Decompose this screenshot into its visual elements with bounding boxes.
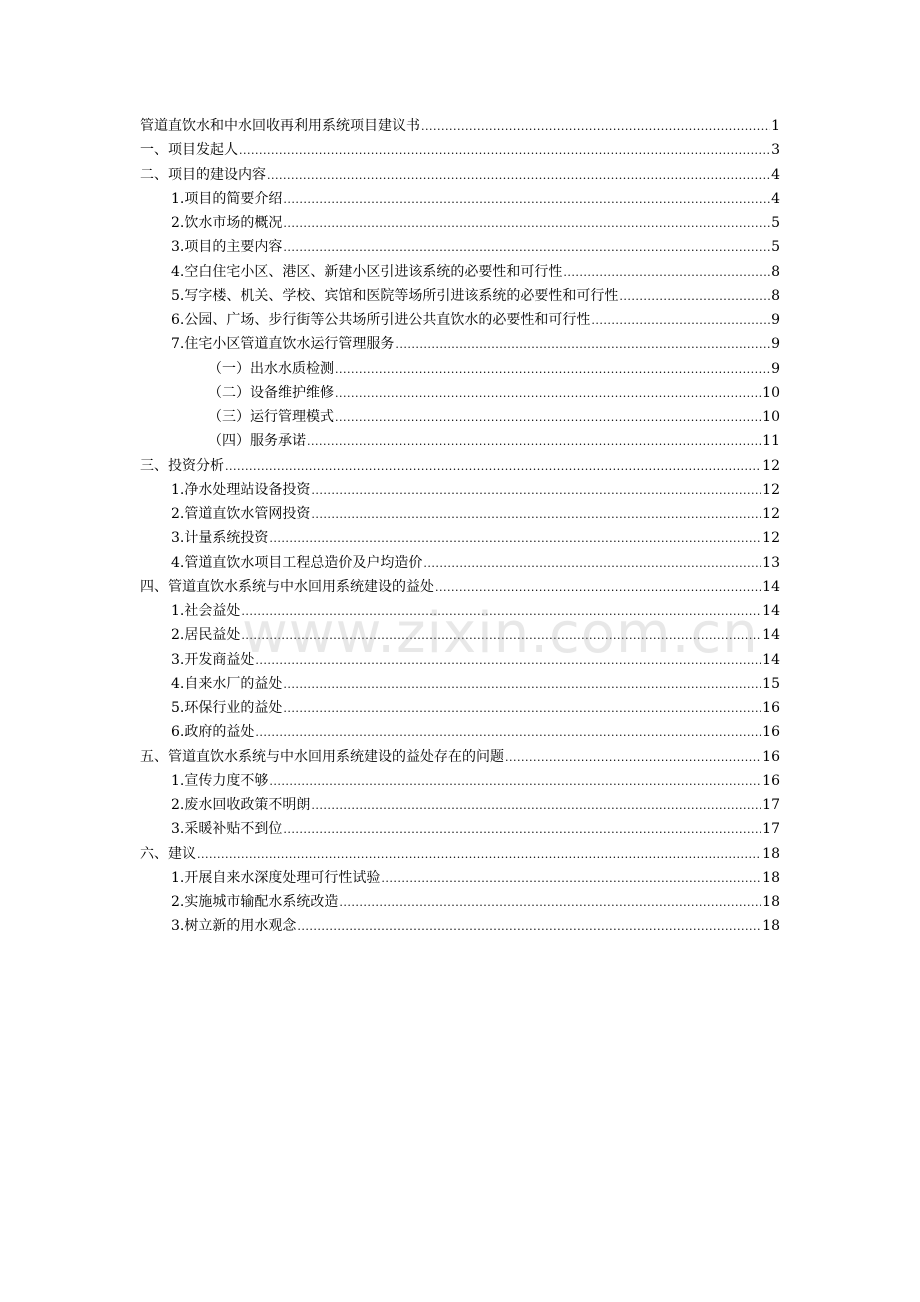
toc-dot-leader <box>283 673 761 697</box>
toc-dot-leader <box>255 721 761 745</box>
toc-entry-page-number: 18 <box>762 869 780 886</box>
toc-entry-title: 六、建议 <box>140 845 196 862</box>
toc-entry[interactable] <box>140 623 780 647</box>
toc-entry-page-number: 16 <box>762 724 780 741</box>
toc-entry-title: 6.政府的益处 <box>171 724 255 741</box>
toc-entry-page-number: 4 <box>771 166 780 183</box>
toc-entry-title: 4.空白住宅小区、港区、新建小区引进该系统的必要性和可行性 <box>171 263 563 280</box>
toc-dot-leader <box>423 552 761 576</box>
toc-entry[interactable] <box>140 381 780 405</box>
toc-entry-title: （四）服务承诺 <box>208 433 306 450</box>
toc-dot-leader <box>283 818 761 842</box>
toc-entry[interactable] <box>140 890 780 914</box>
toc-entry-page-number: 13 <box>762 554 780 571</box>
toc-entry-title: 4.管道直饮水项目工程总造价及户均造价 <box>171 554 423 571</box>
toc-entry-title: 三、投资分析 <box>140 457 224 474</box>
toc-entry-title: 五、管道直饮水系统与中水回用系统建设的益处存在的问题 <box>140 748 504 765</box>
toc-entry-title: （二）设备维护维修 <box>208 384 334 401</box>
toc-entry[interactable] <box>140 793 780 817</box>
toc-entry-page-number: 12 <box>762 530 780 547</box>
toc-dot-leader <box>563 261 770 285</box>
toc-entry-page-number: 5 <box>771 239 780 256</box>
toc-entry-page-number: 14 <box>762 627 780 644</box>
toc-entry[interactable] <box>140 211 780 235</box>
toc-dot-leader <box>283 212 770 236</box>
toc-entry-title: 6.公园、广场、步行街等公共场所引进公共直饮水的必要性和可行性 <box>171 312 591 328</box>
toc-dot-leader <box>311 479 761 503</box>
toc-dot-leader <box>267 164 770 188</box>
toc-entry-title: 2.居民益处 <box>171 627 241 644</box>
toc-entry-title: 1.社会益处 <box>171 603 241 619</box>
toc-entry-page-number: 8 <box>771 287 780 304</box>
toc-entry-page-number: 14 <box>762 578 780 595</box>
toc-dot-leader <box>269 770 761 794</box>
toc-entry-page-number: 12 <box>762 457 780 474</box>
toc-entry-title: 5.环保行业的益处 <box>171 700 283 716</box>
toc-dot-leader <box>335 406 761 430</box>
toc-dot-leader <box>505 746 761 770</box>
toc-entry-page-number: 9 <box>771 336 780 353</box>
toc-entry-title: 4.自来水厂的益处 <box>171 675 283 692</box>
toc-entry-title: 二、项目的建设内容 <box>140 166 266 183</box>
toc-entry[interactable] <box>140 575 780 599</box>
toc-entry[interactable] <box>140 745 780 769</box>
toc-entry[interactable] <box>140 260 780 284</box>
toc-entry-title: 5.写字楼、机关、学校、宾馆和医院等场所引进该系统的必要性和可行性 <box>171 287 619 304</box>
table-of-contents <box>140 114 780 939</box>
toc-entry[interactable] <box>140 478 780 502</box>
toc-entry[interactable] <box>140 405 780 429</box>
toc-entry[interactable] <box>140 163 780 187</box>
toc-entry-title: 3.计量系统投资 <box>171 530 269 547</box>
toc-dot-leader <box>241 624 761 648</box>
toc-entry-page-number: 14 <box>762 603 780 619</box>
toc-entry-title: 3.采暖补贴不到位 <box>171 821 283 838</box>
toc-entry-title: 1.开展自来水深度处理可行性试验 <box>171 869 381 886</box>
toc-entry-title: 2.饮水市场的概况 <box>171 215 283 231</box>
toc-dot-leader <box>239 139 770 163</box>
toc-dot-leader <box>307 430 761 454</box>
toc-dot-leader <box>311 794 761 818</box>
toc-entry-page-number: 16 <box>762 748 780 765</box>
toc-entry-title: 2.实施城市输配水系统改造 <box>171 894 339 910</box>
toc-entry-page-number: 1 <box>771 118 780 134</box>
toc-entry-page-number: 18 <box>762 894 780 910</box>
toc-entry[interactable] <box>140 284 780 308</box>
toc-entry-title: （三）运行管理模式 <box>208 409 334 425</box>
toc-entry[interactable] <box>140 769 780 793</box>
toc-dot-leader <box>241 600 761 624</box>
toc-entry[interactable] <box>140 914 780 938</box>
toc-entry-title: 3.项目的主要内容 <box>171 239 283 256</box>
toc-entry-page-number: 4 <box>771 190 780 207</box>
toc-entry-title: 7.住宅小区管道直饮水运行管理服务 <box>171 336 395 353</box>
toc-entry-page-number: 15 <box>762 675 780 692</box>
toc-entry-page-number: 9 <box>771 360 780 377</box>
toc-entry-title: 1.净水处理站设备投资 <box>171 481 311 498</box>
toc-dot-leader <box>283 697 761 721</box>
toc-entry[interactable] <box>140 866 780 890</box>
toc-dot-leader <box>283 236 770 260</box>
toc-entry-page-number: 18 <box>762 918 780 935</box>
toc-entry-page-number: 17 <box>762 797 780 813</box>
toc-entry[interactable] <box>140 235 780 259</box>
toc-entry[interactable] <box>140 114 780 138</box>
toc-entry[interactable] <box>140 502 780 526</box>
toc-dot-leader <box>269 527 761 551</box>
toc-entry-page-number: 18 <box>762 845 780 862</box>
toc-entry-title: 1.项目的简要介绍 <box>171 190 283 207</box>
toc-entry-page-number: 16 <box>762 700 780 716</box>
toc-dot-leader <box>335 358 770 382</box>
toc-dot-leader <box>197 843 761 867</box>
toc-dot-leader <box>225 455 761 479</box>
toc-dot-leader <box>395 333 770 357</box>
toc-entry-title: 管道直饮水和中水回收再利用系统项目建议书 <box>140 118 420 134</box>
toc-entry[interactable] <box>140 138 780 162</box>
toc-entry[interactable] <box>140 599 780 623</box>
toc-dot-leader <box>339 891 761 915</box>
toc-entry[interactable] <box>140 526 780 550</box>
toc-entry-page-number: 12 <box>762 481 780 498</box>
toc-entry[interactable] <box>140 842 780 866</box>
toc-entry[interactable] <box>140 817 780 841</box>
toc-entry-page-number: 17 <box>762 821 780 838</box>
toc-entry-page-number: 5 <box>771 215 780 231</box>
toc-entry-title: 一、项目发起人 <box>140 142 238 159</box>
toc-entry-page-number: 3 <box>771 142 780 159</box>
toc-entry-page-number: 14 <box>762 651 780 668</box>
toc-entry-title: 2.废水回收政策不明朗 <box>171 797 311 813</box>
toc-entry-title: （一）出水水质检测 <box>208 360 334 377</box>
toc-entry[interactable] <box>140 454 780 478</box>
toc-entry[interactable] <box>140 332 780 356</box>
toc-dot-leader <box>311 503 761 527</box>
toc-entry-title: 四、管道直饮水系统与中水回用系统建设的益处 <box>140 578 434 595</box>
toc-dot-leader <box>255 649 761 673</box>
toc-entry-page-number: 11 <box>762 433 780 450</box>
toc-entry-page-number: 8 <box>771 263 780 280</box>
toc-entry-page-number: 16 <box>762 772 780 789</box>
toc-entry-title: 3.树立新的用水观念 <box>171 918 297 935</box>
toc-dot-leader <box>435 576 761 600</box>
toc-entry-title: 3.开发商益处 <box>171 651 255 668</box>
toc-entry-title: 1.宣传力度不够 <box>171 772 269 789</box>
toc-entry-title: 2.管道直饮水管网投资 <box>171 506 311 522</box>
toc-entry-page-number: 9 <box>771 312 780 328</box>
toc-entry[interactable] <box>140 696 780 720</box>
toc-dot-leader <box>619 285 770 309</box>
toc-entry[interactable] <box>140 720 780 744</box>
toc-dot-leader <box>297 915 761 939</box>
toc-dot-leader <box>335 382 761 406</box>
toc-dot-leader <box>283 188 770 212</box>
toc-dot-leader <box>421 115 770 139</box>
toc-entry[interactable] <box>140 308 780 332</box>
toc-dot-leader <box>381 867 761 891</box>
toc-entry[interactable] <box>140 357 780 381</box>
watermark: www.zixin.com.cn <box>242 601 759 666</box>
toc-dot-leader <box>591 309 770 333</box>
toc-entry[interactable] <box>140 672 780 696</box>
toc-entry-page-number: 12 <box>762 506 780 522</box>
toc-entry[interactable] <box>140 648 780 672</box>
toc-entry-page-number: 10 <box>762 384 780 401</box>
toc-entry[interactable] <box>140 187 780 211</box>
toc-entry[interactable] <box>140 429 780 453</box>
toc-entry[interactable] <box>140 551 780 575</box>
toc-entry-page-number: 10 <box>762 409 780 425</box>
